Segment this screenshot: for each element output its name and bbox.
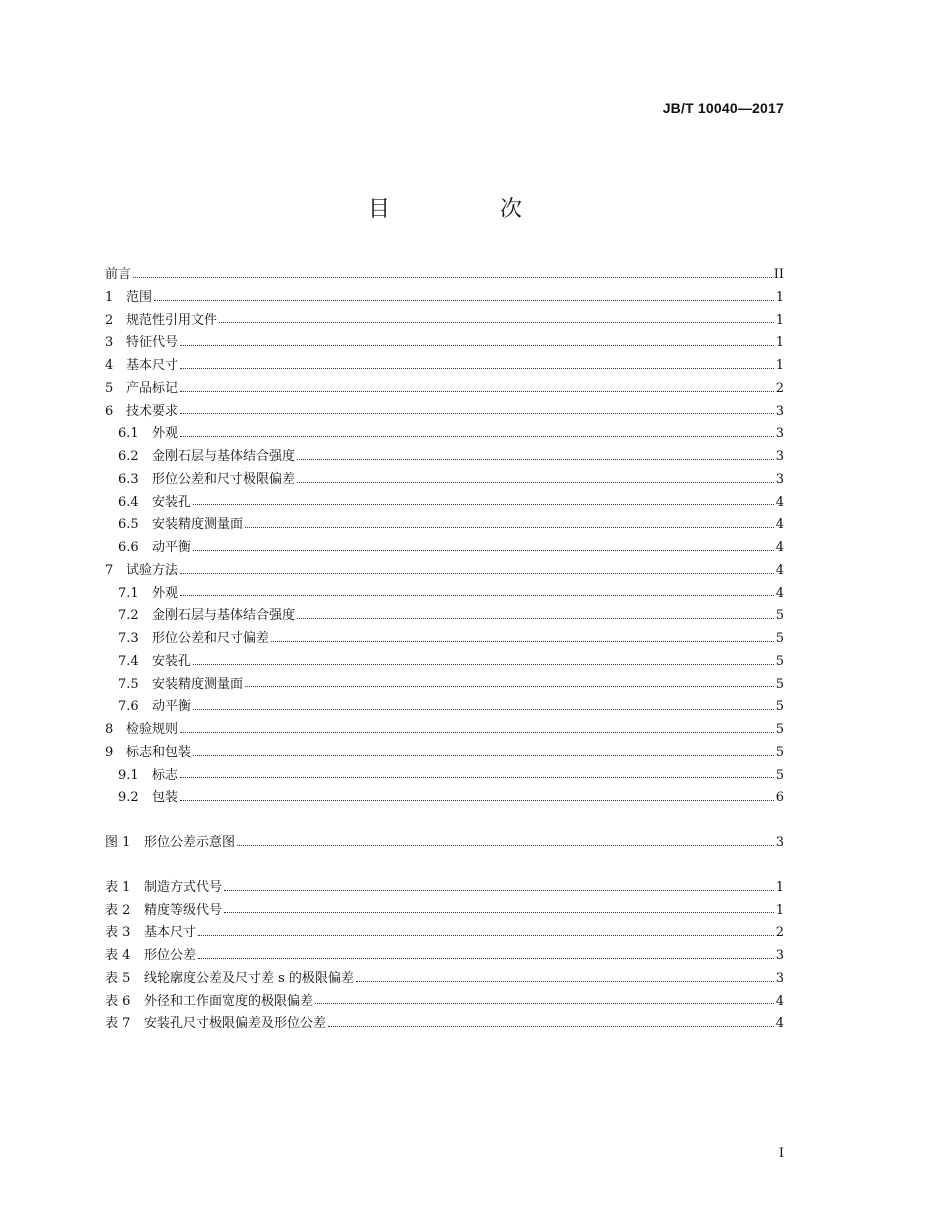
toc-entry[interactable]	[105, 310, 784, 333]
toc-entry-page: 4	[775, 585, 784, 601]
toc-entry-label: 标志	[152, 767, 179, 783]
toc-entry-number: 7.5	[118, 676, 139, 692]
toc-entry-label: 形位公差示意图	[144, 835, 236, 850]
toc-entry[interactable]	[105, 765, 784, 788]
toc-entry-page: 3	[775, 471, 784, 487]
toc-entry-page: 3	[775, 948, 784, 963]
dot-leader	[224, 890, 774, 891]
toc-entry-page: 2	[775, 380, 784, 396]
dot-leader	[219, 322, 774, 323]
toc-entry-page: 5	[775, 631, 784, 646]
toc-entry-number: 7.4	[118, 653, 139, 669]
toc-entry-label: 金刚石层与基体结合强度	[152, 449, 296, 464]
toc-entry-label: 基本尺寸	[126, 358, 179, 373]
toc-entry-page: 3	[775, 403, 784, 419]
toc-entry-number: 6.1	[118, 426, 139, 442]
toc-entry-label: 规范性引用文件	[126, 312, 218, 328]
toc-entry[interactable]	[105, 651, 784, 674]
dot-leader	[193, 755, 774, 756]
dot-leader	[133, 277, 772, 278]
dot-leader	[198, 958, 774, 959]
toc-entry-number: 7.2	[118, 608, 139, 624]
toc-figures	[105, 832, 784, 855]
dot-leader	[224, 912, 774, 913]
toc-entry[interactable]	[105, 719, 784, 742]
toc-caption-entry[interactable]	[105, 900, 784, 923]
dot-leader	[315, 1003, 774, 1004]
toc-entry-number: 7	[105, 562, 114, 578]
toc-entry-label: 动平衡	[152, 699, 192, 715]
toc-entry-page: 4	[775, 494, 784, 510]
toc-entry-label: 安装精度测量面	[152, 517, 244, 533]
toc-entry-number: 表 2	[105, 902, 131, 918]
toc-entry-number: 前言	[105, 267, 132, 282]
toc-entry[interactable]	[105, 423, 784, 446]
toc-entry-page: 1	[775, 335, 784, 351]
dot-leader	[180, 595, 774, 596]
toc-caption-entry[interactable]	[105, 1013, 784, 1036]
toc-entry-page: 3	[775, 426, 784, 442]
dot-leader	[193, 504, 774, 505]
toc-entry-label: 精度等级代号	[144, 902, 223, 918]
toc-entry-page: 5	[775, 676, 784, 692]
toc-caption-entry[interactable]	[105, 877, 784, 900]
toc-entry-label: 外观	[152, 585, 179, 601]
toc-entry-number: 表 4	[105, 948, 131, 963]
toc-entry-number: 7.1	[118, 585, 139, 601]
toc-entry[interactable]	[105, 674, 784, 697]
toc-entry-page: 4	[775, 540, 784, 555]
toc-entry-label: 安装精度测量面	[152, 676, 244, 692]
toc-entry[interactable]	[105, 492, 784, 515]
toc-entry-page: 5	[775, 722, 784, 737]
dot-leader	[271, 641, 774, 642]
toc-entry-page: 3	[775, 449, 784, 464]
dot-leader	[245, 527, 774, 528]
toc-entry-number: 7.6	[118, 699, 139, 715]
page-number: I	[778, 1146, 784, 1161]
toc-entry-label: 动平衡	[152, 540, 192, 555]
toc-entry-label: 线轮廓度公差及尺寸差 s 的极限偏差	[144, 970, 354, 986]
toc-entry[interactable]	[105, 583, 784, 606]
toc-caption-entry[interactable]	[105, 945, 784, 968]
toc-entry[interactable]	[105, 742, 784, 765]
toc-entry[interactable]	[105, 696, 784, 719]
toc-entry-number: 4	[105, 358, 114, 373]
dot-leader	[180, 436, 774, 437]
toc-caption-entry[interactable]	[105, 832, 784, 855]
dot-leader	[198, 935, 774, 936]
toc-entry-page: 3	[775, 970, 784, 986]
dot-leader	[356, 981, 774, 982]
toc-entry-label: 试验方法	[126, 562, 179, 578]
toc-entry-number: 2	[105, 312, 114, 328]
dot-leader	[180, 368, 774, 369]
toc-entry-label: 安装孔尺寸极限偏差及形位公差	[144, 1016, 327, 1032]
toc-entry-page: 1	[775, 289, 784, 305]
toc-entry[interactable]	[105, 514, 784, 537]
toc-entry-page: 4	[775, 993, 784, 1009]
toc-entry-page: 1	[775, 879, 784, 895]
toc-entry-number: 6.2	[118, 449, 139, 464]
toc-entry-page: 4	[775, 517, 784, 533]
toc-entry-page: 1	[775, 358, 784, 373]
dot-leader	[154, 300, 774, 301]
toc-entry[interactable]	[105, 446, 784, 469]
toc-entry-page: 6	[775, 790, 784, 806]
dot-leader	[297, 482, 774, 483]
toc-entry-label: 检验规则	[126, 722, 179, 737]
dot-leader	[180, 413, 774, 414]
dot-leader	[180, 777, 774, 778]
dot-leader	[180, 345, 774, 346]
toc-entry-label: 金刚石层与基体结合强度	[152, 608, 296, 624]
toc-entry-number: 6.3	[118, 471, 139, 487]
toc-entry-label: 安装孔	[152, 494, 192, 510]
dot-leader	[328, 1026, 774, 1027]
toc-entry-label: 形位公差	[144, 948, 197, 963]
dot-leader	[237, 845, 774, 846]
toc-caption-entry[interactable]	[105, 968, 784, 991]
toc-entry-page: II	[773, 267, 784, 282]
toc-entry-label: 外观	[152, 426, 179, 442]
table-of-contents	[105, 264, 784, 1036]
toc-caption-entry[interactable]	[105, 922, 784, 945]
toc-entry-number: 图 1	[105, 835, 131, 850]
toc-entry-page: 4	[775, 562, 784, 578]
toc-entry-label: 外径和工作面宽度的极限偏差	[144, 993, 314, 1009]
toc-sections	[105, 264, 784, 810]
toc-entry[interactable]	[105, 378, 784, 401]
toc-entry-number: 7.3	[118, 631, 139, 646]
dot-leader	[297, 618, 774, 619]
toc-entry-label: 安装孔	[152, 653, 192, 669]
toc-entry[interactable]	[105, 287, 784, 310]
toc-entry-page: 5	[775, 699, 784, 715]
toc-entry-number: 表 5	[105, 970, 131, 986]
toc-entry-number: 5	[105, 380, 114, 396]
toc-entry-label: 基本尺寸	[144, 925, 197, 941]
toc-entry-page: 5	[775, 608, 784, 624]
toc-entry-label: 产品标记	[126, 380, 179, 396]
toc-entry[interactable]	[105, 332, 784, 355]
dot-leader	[193, 709, 774, 710]
dot-leader	[245, 686, 774, 687]
dot-leader	[193, 550, 774, 551]
toc-entry[interactable]	[105, 401, 784, 424]
toc-entry-number: 9.2	[118, 790, 139, 806]
toc-entry-page: 5	[775, 744, 784, 760]
toc-caption-entry[interactable]	[105, 991, 784, 1014]
toc-entry[interactable]	[105, 537, 784, 560]
toc-entry-number: 表 7	[105, 1016, 131, 1032]
toc-entry-page: 2	[775, 925, 784, 941]
toc-entry-number: 6.5	[118, 517, 139, 533]
toc-entry[interactable]	[105, 355, 784, 378]
toc-entry-label: 包装	[152, 790, 179, 806]
toc-entry-page: 4	[775, 1016, 784, 1032]
toc-entry[interactable]	[105, 469, 784, 492]
toc-entry-number: 表 6	[105, 993, 131, 1009]
toc-entry-label: 形位公差和尺寸偏差	[152, 631, 270, 646]
toc-entry-page: 5	[775, 767, 784, 783]
toc-entry-number: 表 3	[105, 925, 131, 941]
toc-entry-number: 3	[105, 335, 114, 351]
toc-entry-number: 8	[105, 722, 114, 737]
toc-entry[interactable]	[105, 628, 784, 651]
dot-leader	[180, 391, 774, 392]
toc-entry-label: 特征代号	[126, 335, 179, 351]
page-title: 目 次	[367, 197, 566, 222]
toc-entry-page: 5	[775, 653, 784, 669]
toc-entry[interactable]	[105, 264, 784, 287]
toc-entry-number: 1	[105, 289, 114, 305]
toc-entry-number: 9.1	[118, 767, 139, 783]
document-code: JB/T 10040—2017	[662, 100, 784, 116]
toc-entry-label: 标志和包装	[126, 744, 192, 760]
toc-entry-number: 9	[105, 744, 114, 760]
toc-entry-page: 1	[775, 312, 784, 328]
dot-leader	[180, 800, 774, 801]
toc-entry-label: 技术要求	[126, 403, 179, 419]
toc-entry-label: 范围	[126, 289, 153, 305]
dot-leader	[180, 573, 774, 574]
toc-entry-number: 6.4	[118, 494, 139, 510]
dot-leader	[193, 664, 774, 665]
toc-entry-page: 3	[775, 835, 784, 850]
toc-entry[interactable]	[105, 787, 784, 810]
toc-entry[interactable]	[105, 560, 784, 583]
toc-entry-number: 6	[105, 403, 114, 419]
toc-entry-page: 1	[775, 902, 784, 918]
toc-tables	[105, 877, 784, 1036]
dot-leader	[297, 459, 774, 460]
toc-entry[interactable]	[105, 605, 784, 628]
dot-leader	[180, 732, 774, 733]
toc-entry-number: 6.6	[118, 540, 139, 555]
toc-entry-number: 表 1	[105, 879, 131, 895]
toc-entry-label: 形位公差和尺寸极限偏差	[152, 471, 296, 487]
toc-entry-label: 制造方式代号	[144, 879, 223, 895]
